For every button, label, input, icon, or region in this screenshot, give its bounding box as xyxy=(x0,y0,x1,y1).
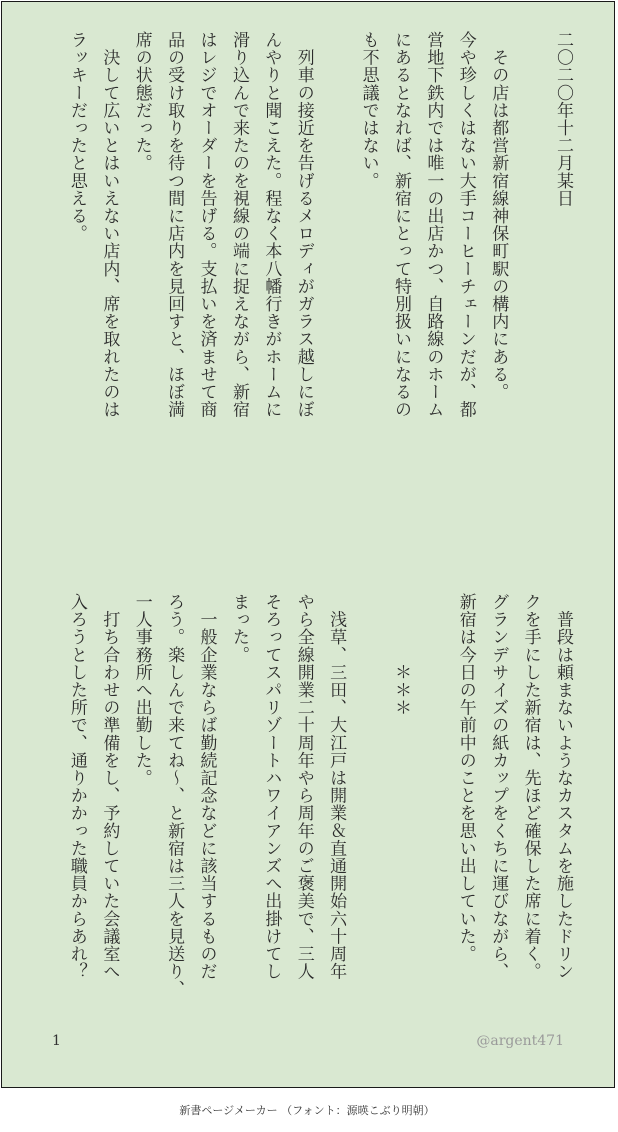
text-line: ラッキーだったと思える。 xyxy=(66,31,87,243)
text-line: 入ろうとした所で、通りかかった職員からあれ？ xyxy=(66,593,87,981)
text-line: はレジでオーダーを告げる。支払いを済ませて商 xyxy=(196,31,217,419)
text-line: 品の受け取りを待つ間に店内を見回すと、ほぼ満 xyxy=(164,31,185,419)
scene-break: ＊＊＊ xyxy=(390,593,411,717)
text-line: 浅草、三田、大江戸は開業＆直通開始六十周年 xyxy=(326,593,347,981)
text-line: 普段は頼まないようなカスタムを施したドリン xyxy=(553,593,573,981)
text-line: 一般企業ならば勤続記念などに該当するものだ xyxy=(196,593,217,981)
text-line: 列車の接近を告げるメロディがガラス越しにぼ xyxy=(293,31,314,419)
text-line: そろってスパリゾートハワイアンズへ出掛けてし xyxy=(261,593,282,981)
text-line xyxy=(514,31,546,511)
book-page xyxy=(1,1,615,1088)
text-line: 新宿は今日の午前中のことを思い出していた。 xyxy=(455,593,476,963)
text-line: 一人事務所へ出勤した。 xyxy=(131,593,152,787)
text-line: やら全線開業二十周年やら周年のご褒美で、三人 xyxy=(293,593,314,981)
generator-caption: 新書ページメーカー （フォント：源暎こぶり明朝） xyxy=(179,1104,435,1117)
text-line: 営地下鉄内では唯一の出店かつ、自路線のホーム xyxy=(423,31,444,419)
author-handle: @argent471 xyxy=(476,1033,564,1049)
text-line: 二〇二〇年十二月某日 xyxy=(553,31,573,207)
upper-text-block xyxy=(61,31,580,511)
text-line: その店は都営新宿線神保町駅の構内にある。 xyxy=(488,31,509,401)
text-line: グランデサイズの紙カップをくちに運びながら、 xyxy=(488,593,509,981)
text-line xyxy=(352,593,384,993)
text-line: 滑り込んで来たのを視線の端に捉えながら、新宿 xyxy=(228,31,249,419)
text-line: クを手にした新宿は、先ほど確保した席に着く。 xyxy=(520,593,541,981)
text-line: まった。 xyxy=(228,593,249,664)
text-line: 今や珍しくはない大手コーヒーチェーンだが、都 xyxy=(455,31,476,419)
text-line: ろう。楽しんで来てね〜、と新宿は三人を見送り、 xyxy=(164,593,185,998)
text-line: にあるとなれば、新宿にとって特別扱いになるの xyxy=(390,31,411,419)
page-number: 1 xyxy=(52,1033,61,1049)
text-line xyxy=(417,593,449,993)
text-line: んやりと聞こえた。程なく本八幡行きがホームに xyxy=(261,31,282,419)
text-line xyxy=(320,31,352,511)
text-line: 席の状態だった。 xyxy=(131,31,152,172)
text-line: 決して広いとはいえない店内、席を取れたのは xyxy=(99,31,120,419)
text-line: も不思議ではない。 xyxy=(358,31,379,190)
lower-text-block xyxy=(61,593,580,998)
text-line: 打ち合わせの準備をし、予約していた会議室へ xyxy=(99,593,120,981)
